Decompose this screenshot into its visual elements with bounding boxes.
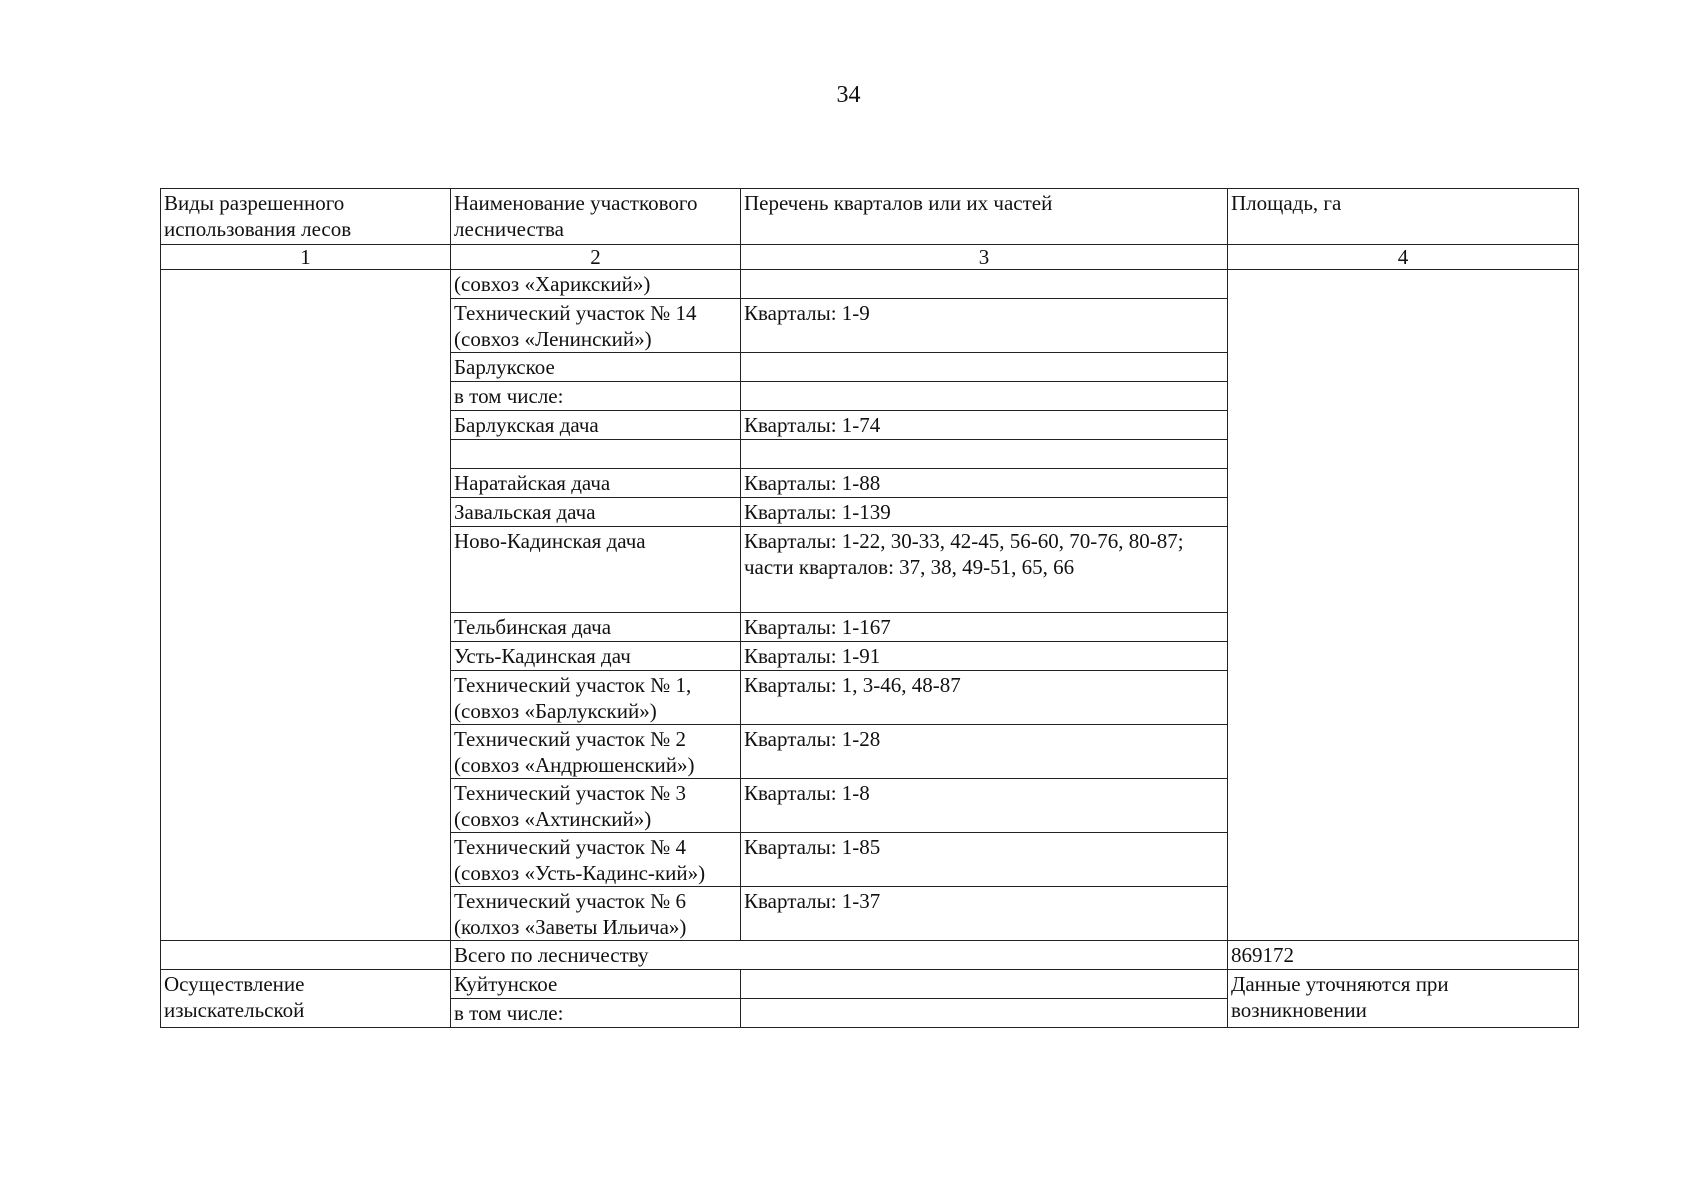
column-number: 2 (451, 245, 741, 270)
header-quarters-list: Перечень кварталов или их частей (741, 189, 1228, 245)
forestry-name-cell: Барлукская дача (451, 411, 741, 440)
forestry-name-cell (451, 440, 741, 469)
total-area: 869172 (1228, 941, 1579, 970)
column-number-row (161, 245, 1579, 270)
column-number: 3 (741, 245, 1228, 270)
area-cell-empty (1228, 270, 1579, 941)
quarters-cell: Кварталы: 1-37 (741, 887, 1228, 941)
forestry-name-cell: Завальская дача (451, 498, 741, 527)
area-note: Данные уточняются при возникновении (1228, 970, 1579, 1028)
forestry-name-cell: (совхоз «Харикский») (451, 270, 741, 299)
quarters-cell: Кварталы: 1, 3-46, 48-87 (741, 671, 1228, 725)
forestry-name-cell: Ново-Кадинская дача (451, 527, 741, 613)
forestry-name-cell: Технический участок № 4 (совхоз «Усть-Кадинс-кий») (451, 833, 741, 887)
forestry-name-cell: Технический участок № 1, (совхоз «Барлукский») (451, 671, 741, 725)
column-number: 4 (1228, 245, 1579, 270)
quarters-cell: Кварталы: 1-8 (741, 779, 1228, 833)
header-row (161, 189, 1579, 245)
header-forestry-name: Наименование участкового лесничества (451, 189, 741, 245)
use-type-cell-empty (161, 270, 451, 941)
forestry-name-cell: Усть-Кадинская дач (451, 642, 741, 671)
quarters-cell (741, 527, 1228, 613)
forestry-name-cell: Технический участок № 2 (совхоз «Андрюшенский») (451, 725, 741, 779)
quarters-cell: Кварталы: 1-28 (741, 725, 1228, 779)
quarters-cell: Кварталы: 1-88 (741, 469, 1228, 498)
header-area: Площадь, га (1228, 189, 1579, 245)
forestry-name-cell: Технический участок № 6 (колхоз «Заветы Ильича») (451, 887, 741, 941)
quarters-cell (741, 270, 1228, 299)
quarters-cell: Кварталы: 1-9 (741, 299, 1228, 353)
page-number: 34 (836, 82, 861, 108)
quarters-cell: Кварталы: 1-139 (741, 498, 1228, 527)
quarters-cell (741, 382, 1228, 411)
forestry-name-cell: Тельбинская дача (451, 613, 741, 642)
forestry-name-cell: Барлукское (451, 353, 741, 382)
quarters-cell (741, 440, 1228, 469)
quarters-cell (741, 353, 1228, 382)
forestry-name-cell: Куйтунское (451, 970, 741, 999)
forestry-name-cell: Технический участок № 3 (совхоз «Ахтинский») (451, 779, 741, 833)
quarters-cell (741, 999, 1228, 1028)
total-label: Всего по лесничеству (451, 941, 1228, 970)
forestry-name-cell: в том числе: (451, 382, 741, 411)
partial-quarters-list: части кварталов: 37, 38, 49-51, 65, 66 (744, 555, 1075, 579)
table-row (161, 970, 1579, 999)
table-row (161, 270, 1579, 299)
quarters-cell: Кварталы: 1-167 (741, 613, 1228, 642)
forest-use-table (160, 188, 1579, 1028)
forestry-name-cell: Наратайская дача (451, 469, 741, 498)
quarters-cell: Кварталы: 1-91 (741, 642, 1228, 671)
use-type-cell: Осуществление изыскательской (161, 970, 451, 1028)
column-number: 1 (161, 245, 451, 270)
forestry-name-cell: Технический участок № 14 (совхоз «Ленинский») (451, 299, 741, 353)
total-row (161, 941, 1579, 970)
forestry-name-cell: в том числе: (451, 999, 741, 1028)
header-use-type: Виды разрешенного использования лесов (161, 189, 451, 245)
use-type-cell-empty (161, 941, 451, 970)
quarters-cell: Кварталы: 1-74 (741, 411, 1228, 440)
quarters-list: Кварталы: 1-22, 30-33, 42-45, 56-60, 70-76, 80-87; (744, 529, 1184, 553)
quarters-cell: Кварталы: 1-85 (741, 833, 1228, 887)
quarters-cell (741, 970, 1228, 999)
